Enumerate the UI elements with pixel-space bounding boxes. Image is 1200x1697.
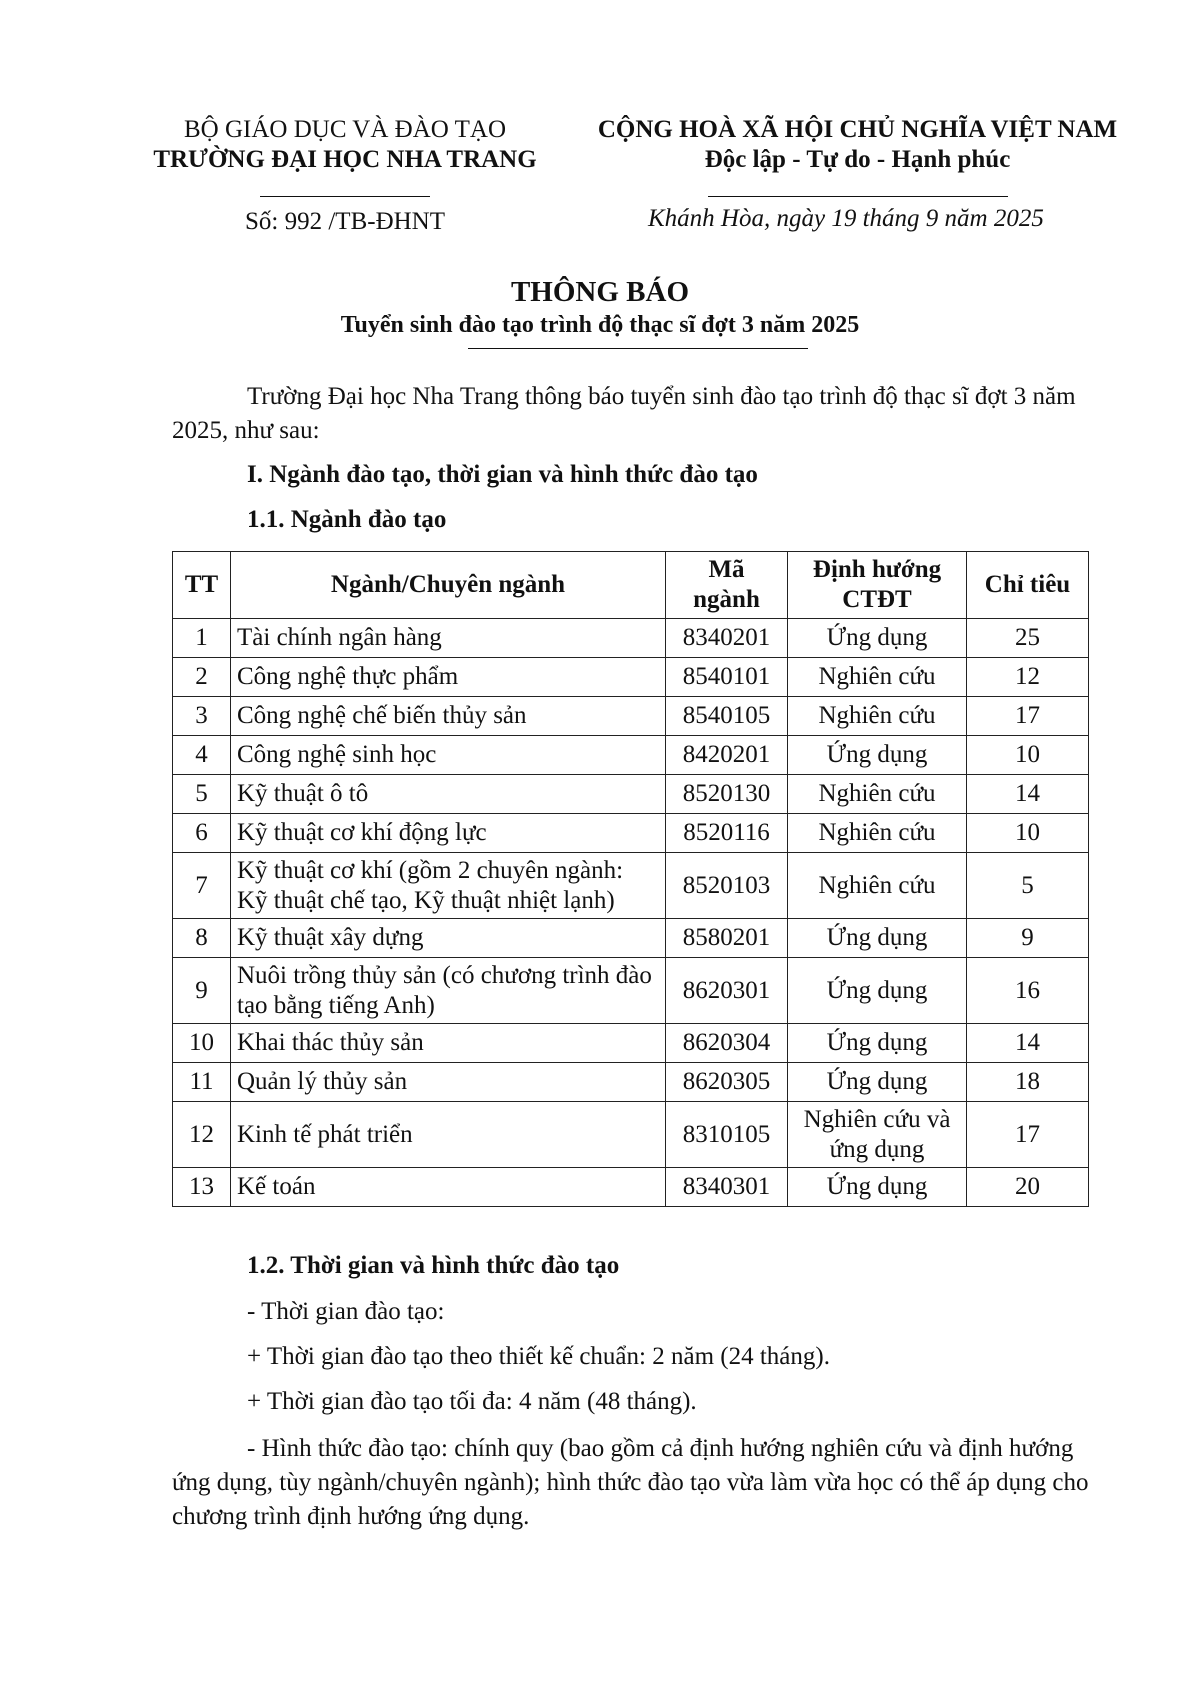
cell-quota: 5 <box>967 853 1089 919</box>
table-row <box>173 697 1089 736</box>
cell-quota: 14 <box>967 775 1089 814</box>
national-motto: Độc lập - Tự do - Hạnh phúc <box>704 146 1011 173</box>
cell-quota: 17 <box>967 1102 1089 1168</box>
cell-quota: 12 <box>967 658 1089 697</box>
cell-tt: 8 <box>173 919 231 958</box>
cell-code: 8620304 <box>666 1024 788 1063</box>
table-row <box>173 736 1089 775</box>
cell-orientation: Ứng dụng <box>788 1024 967 1063</box>
table-row <box>173 1063 1089 1102</box>
cell-code: 8520103 <box>666 853 788 919</box>
university-name: TRƯỜNG ĐẠI HỌC NHA TRANG <box>153 146 537 173</box>
cell-orientation: Nghiên cứu <box>788 697 967 736</box>
cell-major: Kinh tế phát triển <box>231 1102 666 1168</box>
cell-code: 8540105 <box>666 697 788 736</box>
col-header-quota: Chỉ tiêu <box>967 552 1089 619</box>
cell-orientation: Ứng dụng <box>788 736 967 775</box>
cell-quota: 17 <box>967 697 1089 736</box>
cell-tt: 4 <box>173 736 231 775</box>
table-header-row <box>173 552 1089 619</box>
cell-major: Nuôi trồng thủy sản (có chương trình đào tạo bằng tiếng Anh) <box>231 958 666 1024</box>
cell-major: Công nghệ chế biến thủy sản <box>231 697 666 736</box>
title-underline <box>468 348 808 349</box>
cell-orientation: Ứng dụng <box>788 619 967 658</box>
cell-quota: 18 <box>967 1063 1089 1102</box>
cell-quota: 25 <box>967 619 1089 658</box>
cell-tt: 7 <box>173 853 231 919</box>
col-header-orientation: Định hướng CTĐT <box>788 552 967 619</box>
cell-major: Kỹ thuật ô tô <box>231 775 666 814</box>
cell-tt: 1 <box>173 619 231 658</box>
cell-code: 8580201 <box>666 919 788 958</box>
intro-paragraph: Trường Đại học Nha Trang thông báo tuyển sinh đào tạo trình độ thạc sĩ đợt 3 năm 2025, như sau: <box>172 383 1076 444</box>
cell-quota: 14 <box>967 1024 1089 1063</box>
cell-tt: 11 <box>173 1063 231 1102</box>
table-row <box>173 1168 1089 1207</box>
cell-orientation: Ứng dụng <box>788 958 967 1024</box>
table-row <box>173 658 1089 697</box>
cell-major: Khai thác thủy sản <box>231 1024 666 1063</box>
table-row <box>173 853 1089 919</box>
cell-major: Quản lý thủy sản <box>231 1063 666 1102</box>
table-row <box>173 1102 1089 1168</box>
cell-code: 8340201 <box>666 619 788 658</box>
training-format-paragraph: - Hình thức đào tạo: chính quy (bao gồm cả định hướng nghiên cứu và định hướng ứng dụng, tùy ngành/chuyên ngành); hình thức đào tạo vừa làm vừa học có thể áp dụng cho chương trình định hướng ứng dụng. <box>172 1435 1089 1530</box>
cell-orientation: Nghiên cứu <box>788 775 967 814</box>
cell-tt: 13 <box>173 1168 231 1207</box>
place-date: Khánh Hòa, ngày 19 tháng 9 năm 2025 <box>648 205 1044 232</box>
cell-quota: 20 <box>967 1168 1089 1207</box>
table-row <box>173 619 1089 658</box>
cell-major: Tài chính ngân hàng <box>231 619 666 658</box>
cell-quota: 16 <box>967 958 1089 1024</box>
motto-underline <box>708 196 1008 197</box>
document-number: Số: 992 /TB-ĐHNT <box>245 208 445 235</box>
cell-major: Kỹ thuật cơ khí động lực <box>231 814 666 853</box>
table-row <box>173 814 1089 853</box>
document-title: THÔNG BÁO <box>510 276 690 308</box>
cell-tt: 10 <box>173 1024 231 1063</box>
country-name: CỘNG HOÀ XÃ HỘI CHỦ NGHĨA VIỆT NAM <box>597 116 1118 143</box>
cell-orientation: Nghiên cứu <box>788 853 967 919</box>
duration-standard: + Thời gian đào tạo theo thiết kế chuẩn: 2 năm (24 tháng). <box>247 1343 830 1370</box>
majors-table <box>172 551 1089 1207</box>
cell-code: 8620305 <box>666 1063 788 1102</box>
cell-tt: 5 <box>173 775 231 814</box>
section-1-heading: I. Ngành đào tạo, thời gian và hình thức đào tạo <box>247 461 758 488</box>
col-header-tt: TT <box>173 552 231 619</box>
cell-orientation: Nghiên cứu <box>788 814 967 853</box>
cell-major: Công nghệ thực phẩm <box>231 658 666 697</box>
cell-major: Công nghệ sinh học <box>231 736 666 775</box>
cell-tt: 2 <box>173 658 231 697</box>
cell-major: Kế toán <box>231 1168 666 1207</box>
issuer-underline <box>260 196 430 197</box>
table-row <box>173 775 1089 814</box>
section-1-1-heading: 1.1. Ngành đào tạo <box>247 506 447 533</box>
table-row <box>173 919 1089 958</box>
cell-code: 8310105 <box>666 1102 788 1168</box>
document-subtitle: Tuyển sinh đào tạo trình độ thạc sĩ đợt 3 năm 2025 <box>340 312 860 338</box>
cell-orientation: Ứng dụng <box>788 1063 967 1102</box>
col-header-major: Ngành/Chuyên ngành <box>231 552 666 619</box>
table-row <box>173 958 1089 1024</box>
ministry-name: BỘ GIÁO DỤC VÀ ĐÀO TẠO <box>184 116 506 143</box>
cell-code: 8340301 <box>666 1168 788 1207</box>
cell-orientation: Nghiên cứu <box>788 658 967 697</box>
cell-tt: 12 <box>173 1102 231 1168</box>
issuer-block <box>150 115 540 205</box>
duration-max: + Thời gian đào tạo tối đa: 4 năm (48 tháng). <box>247 1388 697 1415</box>
table-row <box>173 1024 1089 1063</box>
cell-code: 8540101 <box>666 658 788 697</box>
cell-quota: 10 <box>967 736 1089 775</box>
cell-tt: 9 <box>173 958 231 1024</box>
cell-orientation: Nghiên cứu và ứng dụng <box>788 1102 967 1168</box>
cell-tt: 3 <box>173 697 231 736</box>
cell-major: Kỹ thuật cơ khí (gồm 2 chuyên ngành: Kỹ thuật chế tạo, Kỹ thuật nhiệt lạnh) <box>231 853 666 919</box>
cell-code: 8420201 <box>666 736 788 775</box>
cell-quota: 9 <box>967 919 1089 958</box>
duration-label: - Thời gian đào tạo: <box>247 1298 445 1325</box>
cell-orientation: Ứng dụng <box>788 919 967 958</box>
cell-tt: 6 <box>173 814 231 853</box>
cell-major: Kỹ thuật xây dựng <box>231 919 666 958</box>
cell-quota: 10 <box>967 814 1089 853</box>
cell-code: 8520130 <box>666 775 788 814</box>
col-header-code: Mã ngành <box>666 552 788 619</box>
national-header <box>585 115 1130 205</box>
cell-code: 8520116 <box>666 814 788 853</box>
cell-orientation: Ứng dụng <box>788 1168 967 1207</box>
section-1-2-heading: 1.2. Thời gian và hình thức đào tạo <box>247 1252 620 1279</box>
cell-code: 8620301 <box>666 958 788 1024</box>
